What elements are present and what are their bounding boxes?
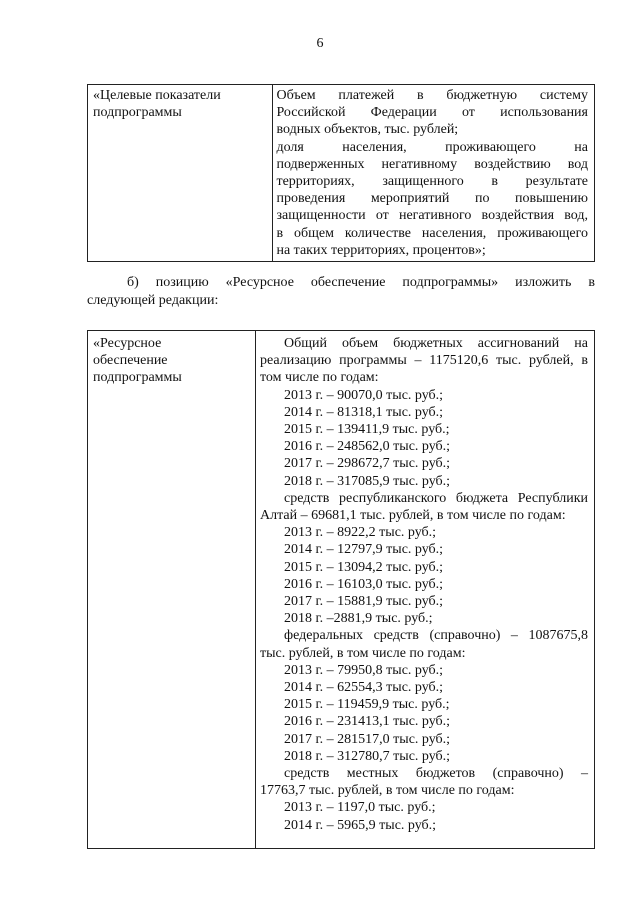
target-indicators-label: «Целевые показатели подпрограммы xyxy=(88,85,273,262)
text-line: реализацию программы – 1175120,6 тыс. рублей, в xyxy=(260,353,588,369)
year-line: 2017 г. – 281517,0 тыс. руб.; xyxy=(284,731,451,747)
text-line: 17763,7 тыс. рублей, в том числе по годам: xyxy=(260,783,515,799)
text-line: «Ресурсное xyxy=(93,336,162,351)
year-line: 2016 г. – 248562,0 тыс. руб.; xyxy=(284,439,451,455)
year-line: 2015 г. – 13094,2 тыс. руб.; xyxy=(284,559,444,575)
text-line: Российской Федерации от использования xyxy=(276,105,588,121)
text-line: тыс. рублей, в том числе по годам: xyxy=(260,645,466,661)
text-line: доля населения, проживающего на xyxy=(276,139,588,155)
year-line: 2017 г. – 15881,9 тыс. руб.; xyxy=(284,594,444,610)
text-line: б) позицию «Ресурсное обеспечение подпрограммы» изложить в xyxy=(127,275,595,290)
year-line: 2013 г. – 8922,2 тыс. руб.; xyxy=(284,525,437,541)
year-line: 2016 г. – 231413,1 тыс. руб.; xyxy=(284,714,451,730)
year-line: 2013 г. – 79950,8 тыс. руб.; xyxy=(284,662,444,678)
text-line: следующей редакции: xyxy=(87,292,219,308)
table-row xyxy=(88,85,595,262)
year-line: 2018 г. – 312780,7 тыс. руб.; xyxy=(284,748,451,764)
year-line: 2014 г. – 12797,9 тыс. руб.; xyxy=(284,542,444,558)
year-line: 2013 г. – 1197,0 тыс. руб.; xyxy=(284,800,436,816)
amendment-paragraph xyxy=(87,274,595,309)
year-line: 2017 г. – 298672,7 тыс. руб.; xyxy=(284,456,451,472)
year-line: 2015 г. – 139411,9 тыс. руб.; xyxy=(284,422,450,438)
text-line: подверженных негативному воздействию вод xyxy=(276,156,588,172)
resource-provision-label xyxy=(88,331,256,849)
year-line: 2015 г. – 119459,9 тыс. руб.; xyxy=(284,697,450,713)
year-line: 2018 г. – 317085,9 тыс. руб.; xyxy=(284,473,451,489)
year-line: 2016 г. – 16103,0 тыс. руб.; xyxy=(284,576,444,592)
year-line: 2014 г. – 81318,1 тыс. руб.; xyxy=(284,404,444,420)
resource-provision-table xyxy=(87,330,595,849)
text-line: проведения мероприятий по повышению xyxy=(276,191,588,207)
text-line: Алтай – 69681,1 тыс. рублей, в том числе по годам: xyxy=(260,508,566,524)
text-line: территориях, защищенного в результате xyxy=(276,174,588,190)
text-line: водных объектов, тыс. рублей; xyxy=(276,122,459,138)
year-line: 2014 г. – 62554,3 тыс. руб.; xyxy=(284,680,444,696)
target-indicators-table xyxy=(87,84,595,262)
page-number: 6 xyxy=(316,36,324,51)
text-line: средств местных бюджетов (справочно) – xyxy=(284,766,588,782)
text-line: средств республиканского бюджета Республики xyxy=(284,490,588,506)
year-line: 2018 г. –2881,9 тыс. руб.; xyxy=(284,611,433,627)
text-line: подпрограммы xyxy=(93,370,182,386)
text-line: на таких территориях, процентов»; xyxy=(276,242,486,258)
text-line: федеральных средств (справочно) – 1087675,8 xyxy=(284,628,588,644)
text-line: том числе по годам: xyxy=(260,370,379,386)
target-indicators-text xyxy=(273,85,595,262)
resource-provision-text xyxy=(256,331,595,849)
year-line: 2013 г. – 90070,0 тыс. руб.; xyxy=(284,387,444,403)
text-line: обеспечение xyxy=(93,353,168,369)
text-line: в общем количестве населения, проживающего xyxy=(276,225,588,241)
year-line: 2014 г. – 5965,9 тыс. руб.; xyxy=(284,817,437,833)
text-line: Общий объем бюджетных ассигнований на xyxy=(284,336,588,351)
text-line: защищенности от негативного воздействия вод, xyxy=(276,208,588,224)
table-row xyxy=(88,331,595,849)
text-line: Объем платежей в бюджетную систему xyxy=(276,88,588,103)
